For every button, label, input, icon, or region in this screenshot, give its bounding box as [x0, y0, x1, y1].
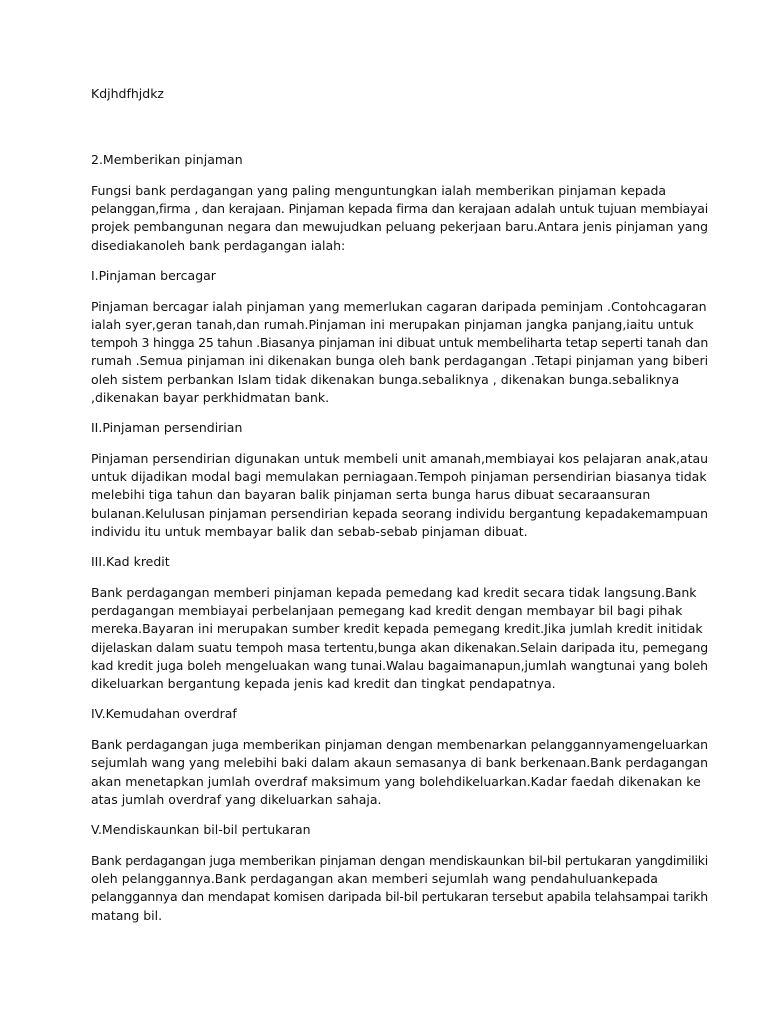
text-line: bulanan.Kelulusan pinjaman persendirian kepada seorang individu bergantung kepadakemampuan: [91, 505, 708, 521]
section-heading: 2.Memberikan pinjaman: [91, 152, 243, 167]
subsection-heading-bil-pertukaran: V.Mendiskaunkan bil-bil pertukaran: [91, 822, 311, 838]
text-line: Fungsi bank perdagangan yang paling menguntungkan ialah memberikan pinjaman kepada: [91, 183, 667, 198]
text-line: oleh sistem perbankan Islam tidak dikenakan bunga.sebaliknya , dikenakan bunga.sebaliknya: [91, 371, 680, 387]
text-line: akan menetapkan jumlah overdraf maksimum yang bolehdikeluarkan.Kadar faedah dikenakan ke: [91, 773, 701, 789]
text-line: Pinjaman persendirian digunakan untuk membeli unit amanah,membiayai kos pelajaran anak,atau: [91, 451, 708, 467]
text-line: untuk dijadikan modal bagi memulakan perniagaan.Tempoh pinjaman persendirian biasanya tidak: [91, 469, 707, 485]
text-line: mereka.Bayaran ini merupakan sumber kredit kepada pemegang kredit.Jika jumlah kredit initidak: [91, 621, 703, 637]
text-line: Bank perdagangan juga memberikan pinjaman dengan membenarkan pelanggannyamengeluarkan: [91, 737, 708, 753]
text-line: dijelaskan dalam suatu tempoh masa tertentu,bunga akan dikenakan.Selain daripada itu, pemegang: [91, 639, 708, 655]
paragraph-pinjaman-bercagar: [91, 298, 709, 407]
text-line: perdagangan membiayai perbelanjaan pemegang kad kredit dengan membayar bil bagi pihak: [91, 603, 683, 619]
document-page: [91, 85, 709, 925]
text-line: individu itu untuk membayar balik dan sebab-sebab pinjaman dibuat.: [91, 523, 528, 539]
text-line: Bank perdagangan juga memberikan pinjaman dengan mendiskaunkan bil-bil pertukaran yangdimiliki: [91, 853, 708, 869]
subsection-heading-pinjaman-persendirian: II.Pinjaman persendirian: [91, 420, 243, 436]
text-line: Bank perdagangan memberi pinjaman kepada pemedang kad kredit secara tidak langsung.Bank: [91, 585, 697, 601]
text-line: rumah .Semua pinjaman ini dikenakan bunga oleh bank perdagangan .Tetapi pinjaman yang biberi: [91, 353, 709, 369]
text-line: oleh pelanggannya.Bank perdagangan akan memberi sejumlah wang pendahuluankepada: [91, 871, 658, 887]
document-title: Kdjhdfhjdkz: [91, 86, 164, 101]
text-line: tempoh 3 hingga 25 tahun .Biasanya pinjaman ini dibuat untuk membeliharta tetap seperti tanah dan: [91, 335, 708, 351]
subsection-heading-kemudahan-overdraf: IV.Kemudahan overdraf: [91, 706, 237, 722]
text-line: disediakanoleh bank perdagangan ialah:: [91, 237, 346, 253]
text-line: Pinjaman bercagar ialah pinjaman yang memerlukan cagaran daripada peminjam .Contohcagaran: [91, 298, 707, 314]
text-line: pelanggan,firma , dan kerajaan. Pinjaman kepada firma dan kerajaan adalah untuk tujuan membiayai: [91, 201, 708, 217]
text-line: dikeluarkan bergantung kepada jenis kad kredit dan tingkat pendapatnya.: [91, 676, 556, 692]
text-line: melebihi tiga tahun dan bayaran balik pinjaman serta bunga harus dibuat secaraansuran: [91, 487, 651, 503]
text-line: atas jumlah overdraf yang dikeluarkan sahaja.: [91, 791, 382, 807]
text-line: matang bil.: [91, 907, 163, 923]
intro-paragraph: [91, 182, 709, 255]
text-line: ialah syer,geran tanah,dan rumah.Pinjaman ini merupakan pinjaman jangka panjang,iaitu untuk: [91, 317, 694, 333]
paragraph-pinjaman-persendirian: [91, 450, 708, 541]
subsection-heading-pinjaman-bercagar: I.Pinjaman bercagar: [91, 267, 216, 283]
subsection-heading-kad-kredit: III.Kad kredit: [91, 554, 170, 570]
text-line: kad kredit juga boleh mengeluakan wang tunai.Walau bagaimanapun,jumlah wangtunai yang boleh: [91, 657, 708, 673]
paragraph-kemudahan-overdraf: [91, 736, 709, 809]
text-line: sejumlah wang yang melebihi baki dalam akaun semasanya di bank berkenaan.Bank perdagangan: [91, 755, 709, 771]
paragraph-kad-kredit: [91, 584, 708, 693]
text-line: pelanggannya dan mendapat komisen daripada bil-bil pertukaran tersebut apabila telahsampai tarikh: [91, 889, 708, 905]
text-line: projek pembangunan negara dan mewujudkan peluang pekerjaan baru.Antara jenis pinjaman yang: [91, 219, 709, 235]
text-line: ,dikenakan bayar perkhidmatan bank.: [91, 389, 330, 405]
paragraph-bil-pertukaran: [91, 852, 708, 925]
